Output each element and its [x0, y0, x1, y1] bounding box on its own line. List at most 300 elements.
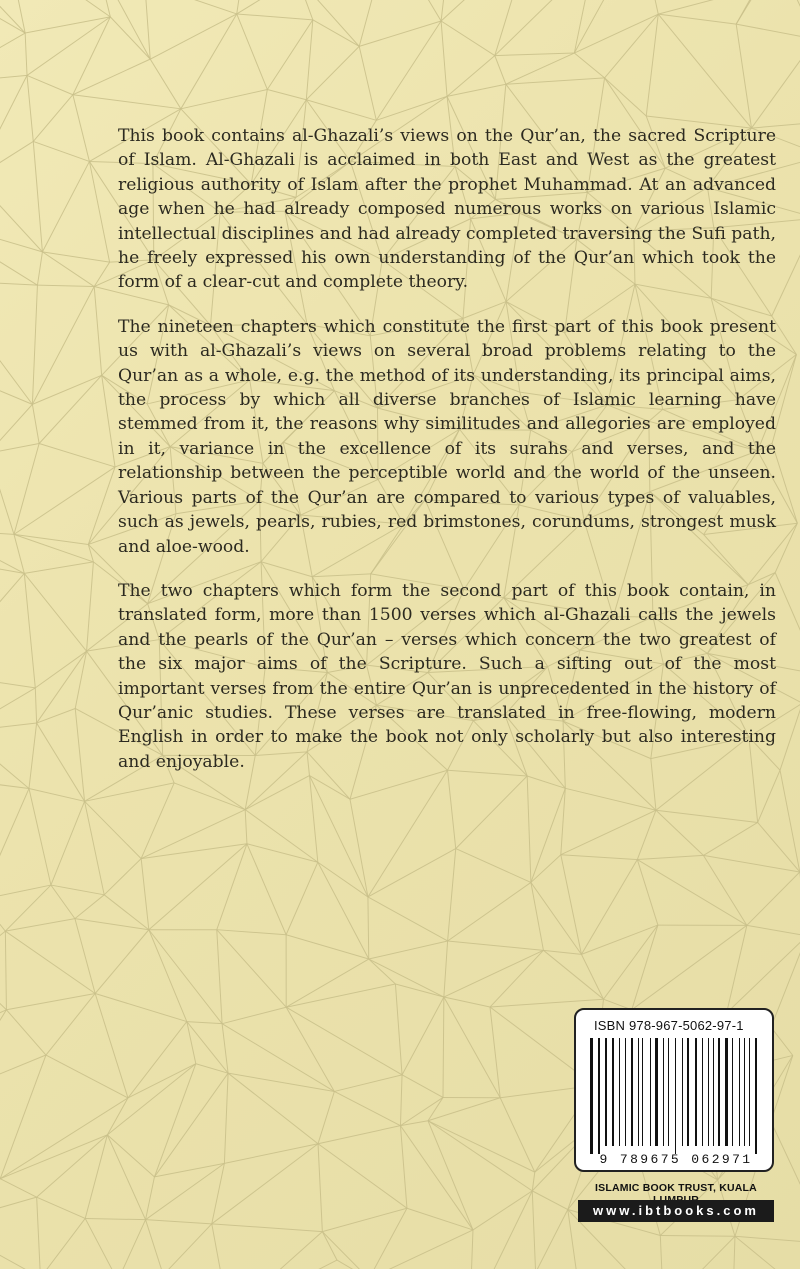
pattern-line	[441, 0, 450, 21]
pattern-line	[656, 810, 703, 855]
pattern-line	[0, 529, 14, 534]
pattern-line	[237, 14, 268, 90]
pattern-line	[402, 1075, 443, 1098]
pattern-line	[73, 95, 90, 162]
pattern-line	[228, 1073, 318, 1144]
pattern-line	[0, 443, 39, 453]
pattern-line	[37, 285, 94, 286]
pattern-line	[637, 860, 658, 926]
pattern-line	[217, 930, 286, 935]
pattern-line	[14, 534, 93, 562]
pattern-line	[0, 219, 42, 252]
pattern-line	[32, 287, 94, 405]
pattern-line	[95, 993, 128, 1097]
pattern-line	[531, 855, 561, 883]
pattern-line	[632, 925, 658, 1010]
pattern-line	[85, 801, 105, 895]
blurb-text	[118, 124, 776, 794]
pattern-line	[87, 562, 94, 651]
pattern-line	[118, 1220, 146, 1269]
pattern-line	[0, 219, 37, 285]
pattern-line	[6, 993, 95, 1009]
pattern-line	[777, 0, 800, 39]
pattern-line	[771, 1055, 793, 1121]
pattern-line	[7, 0, 110, 17]
isbn-barcode-box	[574, 1008, 774, 1172]
pattern-line	[402, 997, 444, 1075]
barcode-bar	[708, 1038, 709, 1146]
pattern-line	[141, 783, 174, 859]
pattern-line	[500, 1098, 535, 1172]
pattern-line	[37, 1135, 108, 1197]
pattern-line	[495, 53, 575, 56]
pattern-line	[145, 0, 237, 14]
pattern-line	[703, 822, 757, 855]
pattern-line	[237, 14, 313, 20]
pattern-line	[473, 1191, 532, 1230]
pattern-line	[75, 708, 84, 801]
pattern-line	[196, 1064, 228, 1073]
pattern-line	[0, 1197, 37, 1224]
pattern-line	[443, 997, 444, 1097]
pattern-line	[0, 1224, 40, 1269]
pattern-line	[780, 770, 800, 872]
pattern-line	[212, 1224, 323, 1232]
pattern-line	[85, 1218, 145, 1219]
pattern-line	[0, 931, 5, 966]
pattern-line	[29, 789, 85, 802]
pattern-line	[318, 1126, 400, 1144]
pattern-line	[313, 20, 359, 47]
pattern-line	[752, 39, 800, 128]
pattern-line	[88, 467, 115, 545]
pattern-line	[247, 844, 318, 862]
pattern-line	[490, 950, 543, 1007]
pattern-line	[318, 1144, 322, 1232]
pattern-line	[85, 1135, 107, 1219]
pattern-line	[389, 0, 441, 21]
pattern-line	[772, 218, 800, 316]
pattern-line	[14, 467, 115, 534]
pattern-line	[660, 1236, 663, 1269]
pattern-line	[42, 161, 89, 251]
barcode-bar	[612, 1038, 614, 1146]
pattern-line	[75, 919, 95, 994]
pattern-line	[359, 46, 376, 120]
pattern-line	[40, 1218, 85, 1269]
pattern-line	[771, 936, 800, 1027]
pattern-line	[29, 723, 37, 788]
barcode-bar	[668, 1038, 669, 1146]
pattern-line	[6, 1010, 46, 1055]
pattern-line	[212, 1144, 318, 1224]
pattern-line	[359, 21, 441, 46]
pattern-line	[33, 95, 73, 142]
pattern-line	[95, 993, 187, 1021]
pattern-line	[149, 930, 222, 1024]
pattern-line	[229, 1232, 323, 1269]
pattern-line	[0, 779, 29, 788]
pattern-line	[222, 1024, 228, 1073]
pattern-line	[51, 801, 85, 885]
pattern-line	[154, 1163, 224, 1177]
pattern-line	[495, 56, 506, 85]
pattern-line	[297, 0, 313, 20]
pattern-line	[0, 280, 32, 404]
barcode-bar	[663, 1038, 664, 1146]
pattern-line	[703, 855, 799, 872]
pattern-line	[51, 885, 75, 919]
pattern-line	[146, 1220, 212, 1224]
pattern-line	[5, 931, 6, 1010]
pattern-line	[286, 862, 318, 935]
pattern-line	[46, 993, 95, 1055]
pattern-line	[286, 935, 369, 959]
pattern-line	[337, 1260, 369, 1269]
pattern-line	[603, 925, 657, 999]
pattern-line	[780, 703, 800, 770]
blurb-paragraph-3: The two chapters which form the second part of this book contain, in translated form, more than 1500 verses which al-Ghazali calls the jewels and the pearls of the Qur’an – verses which concern the two greatest of the six major aims of the Scripture. Such a sifting out of the most important verses from the entire Qur’an is unprecedented in the history of Qur’anic studies. These verses are translated in free-flowing, modern English in order to make the book not only scholarly but also interesting and enjoyable.	[118, 580, 776, 772]
pattern-line	[561, 855, 638, 860]
barcode-bar	[695, 1038, 697, 1146]
pattern-line	[286, 959, 369, 1007]
pattern-line	[490, 999, 603, 1007]
pattern-line	[37, 1197, 86, 1218]
pattern-line	[656, 810, 758, 822]
pattern-line	[247, 844, 286, 935]
barcode-bar	[749, 1038, 750, 1146]
pattern-line	[506, 78, 605, 84]
pattern-line	[605, 78, 647, 116]
pattern-line	[444, 997, 500, 1098]
pattern-line	[128, 1022, 187, 1098]
pattern-line	[25, 33, 27, 75]
pattern-line	[267, 20, 313, 90]
pattern-line	[0, 1055, 46, 1179]
pattern-line	[0, 141, 33, 178]
pattern-line	[428, 1121, 532, 1191]
pattern-line	[163, 1224, 211, 1269]
pattern-line	[581, 954, 603, 999]
pattern-line	[368, 897, 448, 941]
pattern-line	[407, 1208, 473, 1230]
pattern-line	[447, 56, 495, 97]
pattern-line	[29, 789, 51, 886]
pattern-line	[395, 984, 443, 997]
barcode-bar	[755, 1038, 757, 1154]
barcode-bar	[713, 1038, 714, 1146]
pattern-line	[73, 95, 181, 109]
pattern-line	[51, 885, 104, 895]
pattern-line	[245, 810, 247, 844]
barcode-bar	[605, 1038, 607, 1146]
pattern-line	[581, 925, 657, 954]
pattern-line	[37, 1197, 41, 1269]
pattern-line	[322, 1232, 369, 1269]
pattern-line	[141, 859, 149, 930]
pattern-line	[104, 859, 141, 895]
pattern-line	[334, 1075, 402, 1092]
pattern-line	[532, 1191, 568, 1210]
pattern-line	[428, 1098, 500, 1121]
barcode-bar	[590, 1038, 593, 1154]
barcode-bar	[598, 1038, 600, 1154]
pattern-line	[646, 14, 658, 116]
pattern-line	[85, 1218, 118, 1269]
pattern-line	[95, 930, 149, 994]
pattern-line	[0, 1010, 6, 1032]
pattern-line	[775, 573, 800, 675]
pattern-line	[286, 984, 395, 1007]
pattern-line	[322, 1232, 337, 1261]
pattern-line	[224, 1073, 228, 1163]
pattern-line	[0, 673, 35, 687]
pattern-line	[334, 1091, 400, 1125]
barcode-number: 9 789675 062971	[599, 1152, 753, 1167]
pattern-line	[32, 404, 39, 443]
barcode-bar	[642, 1038, 643, 1146]
pattern-line	[0, 280, 37, 285]
pattern-line	[369, 941, 448, 959]
pattern-line	[747, 872, 800, 925]
pattern-line	[736, 0, 777, 24]
pattern-line	[771, 1027, 793, 1055]
pattern-line	[441, 21, 447, 96]
pattern-line	[441, 0, 530, 21]
pattern-line	[359, 0, 389, 46]
pattern-line	[322, 1208, 407, 1231]
pattern-line	[32, 375, 101, 404]
pattern-line	[32, 285, 37, 404]
pattern-line	[369, 959, 396, 984]
pattern-line	[444, 997, 490, 1007]
pattern-line	[187, 1022, 222, 1024]
pattern-line	[448, 849, 456, 941]
pattern-line	[35, 651, 86, 688]
pattern-line	[0, 789, 29, 900]
pattern-line	[297, 0, 359, 46]
pattern-line	[376, 96, 447, 120]
barcode-bar	[718, 1038, 720, 1146]
pattern-line	[369, 959, 444, 997]
pattern-line	[447, 84, 506, 96]
pattern-line	[0, 453, 14, 534]
barcode-icon	[588, 1038, 760, 1154]
pattern-line	[212, 1224, 229, 1269]
pattern-line	[27, 17, 110, 76]
pattern-line	[73, 17, 110, 95]
pattern-line	[736, 0, 756, 24]
pattern-line	[224, 1144, 318, 1164]
pattern-line	[637, 860, 747, 926]
pattern-line	[775, 523, 797, 572]
pattern-line	[267, 89, 306, 99]
pattern-line	[102, 375, 115, 467]
pattern-line	[149, 930, 187, 1022]
pattern-line	[27, 75, 73, 94]
pattern-line	[0, 1010, 6, 1092]
pattern-line	[428, 1121, 535, 1172]
pattern-line	[470, 1191, 533, 1269]
pattern-line	[237, 0, 297, 14]
pattern-line	[376, 21, 441, 120]
pattern-line	[39, 375, 102, 443]
pattern-line	[146, 1163, 225, 1219]
barcode-bar	[638, 1038, 639, 1146]
isbn-label: ISBN 978-967-5062-97-1	[594, 1018, 744, 1033]
pattern-line	[574, 53, 604, 78]
barcode-bar	[631, 1038, 633, 1146]
barcode-bar	[732, 1038, 733, 1146]
pattern-line	[735, 1236, 800, 1269]
pattern-line	[658, 14, 736, 24]
pattern-line	[0, 529, 24, 573]
pattern-line	[245, 810, 318, 863]
pattern-line	[0, 732, 29, 789]
pattern-line	[531, 788, 565, 882]
pattern-line	[448, 882, 531, 941]
pattern-line	[318, 1091, 334, 1143]
pattern-line	[94, 287, 101, 376]
pattern-line	[229, 1260, 337, 1269]
pattern-line	[0, 723, 37, 732]
pattern-line	[5, 931, 95, 993]
pattern-line	[536, 1210, 568, 1269]
pattern-line	[306, 100, 376, 121]
pattern-line	[25, 17, 110, 33]
pattern-line	[660, 1236, 735, 1237]
pattern-line	[448, 941, 544, 950]
pattern-line	[75, 895, 104, 919]
pattern-line	[350, 799, 368, 897]
barcode-bar	[739, 1038, 740, 1146]
pattern-line	[428, 1097, 443, 1120]
pattern-line	[470, 1230, 473, 1269]
pattern-line	[0, 573, 24, 673]
pattern-line	[146, 1177, 155, 1220]
publisher-name: ISLAMIC BOOK TRUST, KUALA	[595, 1182, 757, 1194]
pattern-line	[73, 59, 150, 95]
pattern-line	[27, 75, 33, 141]
pattern-line	[14, 534, 88, 544]
pattern-line	[543, 950, 603, 999]
pattern-line	[33, 141, 89, 161]
pattern-line	[735, 1236, 800, 1243]
pattern-line	[727, 936, 800, 1013]
pattern-line	[24, 573, 86, 651]
pattern-line	[581, 860, 637, 955]
pattern-line	[24, 562, 93, 573]
pattern-line	[107, 1135, 145, 1220]
pattern-line	[0, 1135, 107, 1179]
pattern-line	[35, 688, 36, 723]
pattern-line	[771, 1121, 800, 1243]
barcode-bar	[682, 1038, 683, 1146]
pattern-line	[395, 984, 402, 1075]
barcode-bar	[702, 1038, 703, 1146]
pattern-line	[368, 849, 456, 897]
pattern-line	[637, 855, 703, 859]
pattern-line	[543, 950, 581, 954]
blurb-paragraph-1: This book contains al-Ghazali’s views on the Qur’an, the sacred Scripture of Islam. Al-Ghazali is acclaimed in both East and West as the greatest religious authority of Islam after the prophet Muhammad. At an advanced age when he had already composed numerous works on various Islamic intellectual disciplines and had already completed traversing the Sufi path, he freely expressed his own understanding of the Qur’an which took the form of a clear-cut and complete theory.	[118, 126, 776, 293]
pattern-line	[37, 252, 42, 285]
pattern-line	[14, 443, 39, 534]
pattern-line	[574, 14, 658, 53]
pattern-line	[217, 930, 222, 1024]
pattern-line	[0, 900, 5, 931]
pattern-line	[605, 14, 659, 78]
barcode-bar	[655, 1038, 658, 1146]
pattern-line	[39, 443, 115, 466]
pattern-line	[736, 24, 800, 39]
pattern-line	[658, 0, 756, 14]
pattern-line	[506, 53, 574, 84]
pattern-line	[0, 1179, 36, 1197]
pattern-line	[758, 822, 800, 871]
pattern-line	[0, 75, 27, 178]
pattern-line	[490, 1007, 500, 1098]
pattern-line	[400, 1126, 406, 1209]
barcode-bar	[625, 1038, 626, 1146]
barcode-bar	[650, 1038, 651, 1146]
pattern-line	[400, 1075, 402, 1126]
pattern-line	[368, 897, 369, 959]
pattern-line	[747, 925, 800, 936]
pattern-line	[42, 252, 109, 262]
pattern-line	[318, 1144, 407, 1208]
pattern-line	[441, 21, 495, 56]
pattern-line	[217, 930, 286, 1008]
pattern-line	[641, 0, 659, 14]
pattern-line	[150, 59, 181, 109]
pattern-line	[212, 1163, 225, 1223]
pattern-line	[318, 862, 368, 897]
pattern-line	[495, 0, 531, 56]
barcode-bar	[725, 1038, 728, 1146]
pattern-line	[24, 573, 35, 687]
pattern-line	[703, 855, 746, 925]
pattern-line	[0, 75, 27, 83]
barcode-bar	[619, 1038, 620, 1146]
pattern-line	[75, 919, 149, 930]
pattern-line	[456, 849, 531, 883]
pattern-line	[222, 1007, 286, 1023]
pattern-line	[286, 1007, 334, 1091]
pattern-line	[0, 373, 32, 405]
pattern-line	[444, 950, 544, 997]
pattern-line	[42, 252, 94, 287]
pattern-line	[46, 1055, 128, 1098]
pattern-line	[734, 1236, 735, 1269]
barcode-bar	[744, 1038, 745, 1146]
pattern-line	[318, 862, 369, 959]
pattern-line	[107, 1135, 154, 1177]
pattern-line	[37, 708, 76, 723]
pattern-line	[444, 941, 448, 997]
pattern-line	[33, 141, 42, 251]
pattern-line	[306, 20, 313, 100]
pattern-line	[85, 801, 142, 858]
pattern-line	[181, 89, 267, 108]
barcode-bar	[687, 1038, 689, 1146]
pattern-line	[146, 1220, 164, 1269]
pattern-line	[531, 882, 544, 950]
pattern-line	[14, 534, 24, 573]
publisher-website: www.ibtbooks.com	[578, 1200, 774, 1222]
barcode-bar	[675, 1038, 676, 1154]
pattern-line	[664, 1236, 735, 1269]
pattern-line	[306, 46, 359, 99]
